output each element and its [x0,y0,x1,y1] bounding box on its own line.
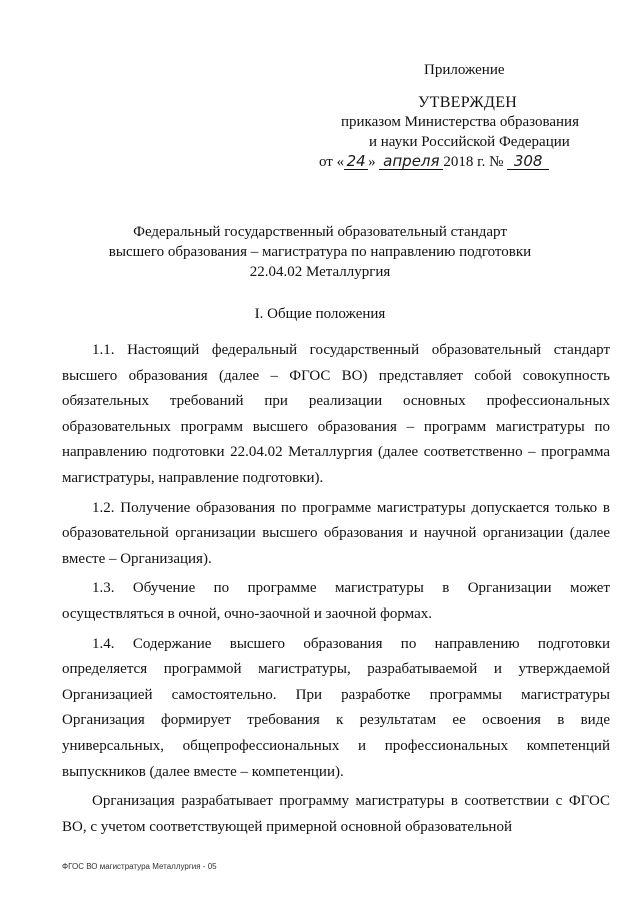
year-and-number-label: 2018 г. № [443,154,504,170]
paragraph-1-3: 1.3. Обучение по программе магистратуры в Организации может осуществляться в очной, очно-заочной и заочной формах. [62,580,610,622]
appendix-label: Приложение [424,62,505,78]
handwritten-day: 24 [344,153,368,170]
order-line-ministry: приказом Министерства образования [341,114,579,130]
order-line-federation: и науки Российской Федерации [369,134,570,150]
document-body [62,338,610,844]
section-heading: I. Общие положения [254,306,386,322]
document-title [60,222,580,282]
paragraph-organization: Организация разрабатывает программу магистратуры в соответствии с ФГОС ВО, с учетом соответствующей примерной основной образовательной [62,793,610,835]
date-mid: » [368,154,376,170]
handwritten-order-number: 308 [507,153,549,170]
handwritten-month: апреля [379,153,443,170]
title-line-2: высшего образования – магистратура по направлению подготовки [108,244,532,260]
paragraph-1-2: 1.2. Получение образования по программе магистратуры допускается только в образовательной организации высшего образования и научной организации (далее вместе – Организация). [62,499,610,567]
page-footer: ФГОС ВО магистратура Металлургия - 05 [62,862,217,871]
paragraph-1-1: 1.1. Настоящий федеральный государственный образовательный стандарт высшего образования (далее – ФГОС ВО) представляет собой совокупность обязательных требований при реализации основных профессиональных образовательных программ высшего образования – программ магистратуры по направлению подготовки 22.04.02 Металлургия (далее соответственно – программа магистратуры, направление подготовки). [62,342,610,486]
title-line-3: 22.04.02 Металлургия [249,264,391,280]
date-prefix: от « [319,154,345,170]
order-date-line [319,152,549,172]
title-line-1: Федеральный государственный образовательный стандарт [133,224,507,240]
approved-heading: УТВЕРЖДЕН [418,94,518,111]
paragraph-1-4: 1.4. Содержание высшего образования по направлению подготовки определяется программой магистратуры, разрабатываемой и утверждаемой Организацией самостоятельно. При разработке программы магистратуры Организация формирует требования к результатам ее освоения в виде универсальных, общепрофессиональных и профессиональных компетенций выпускников (далее вместе – компетенции). [62,635,610,780]
